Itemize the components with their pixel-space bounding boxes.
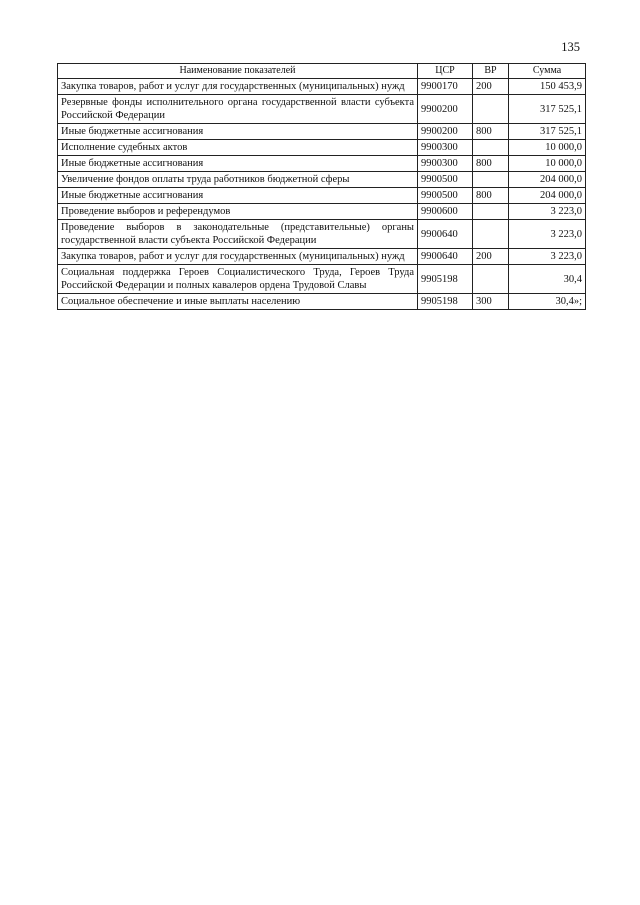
cell-name: Иные бюджетные ассигнования — [58, 188, 418, 204]
cell-sum: 30,4 — [509, 265, 586, 294]
cell-name: Резервные фонды исполнительного органа государственной власти субъекта Российской Федерации — [58, 95, 418, 124]
header-vr: ВР — [473, 64, 509, 79]
cell-csr: 9900600 — [418, 204, 473, 220]
cell-name: Социальное обеспечение и иные выплаты населению — [58, 294, 418, 310]
cell-csr: 9905198 — [418, 265, 473, 294]
cell-name: Социальная поддержка Героев Социалистического Труда, Героев Труда Российской Федерации и полных кавалеров ордена Трудовой Славы — [58, 265, 418, 294]
table-row — [58, 156, 586, 172]
cell-name: Иные бюджетные ассигнования — [58, 124, 418, 140]
page-number: 135 — [561, 40, 580, 54]
table-row — [58, 188, 586, 204]
cell-name: Увеличение фондов оплаты труда работников бюджетной сферы — [58, 172, 418, 188]
cell-vr — [473, 204, 509, 220]
cell-name: Проведение выборов и референдумов — [58, 204, 418, 220]
cell-sum: 3 223,0 — [509, 204, 586, 220]
cell-sum: 317 525,1 — [509, 124, 586, 140]
table-row — [58, 249, 586, 265]
cell-csr: 9900200 — [418, 95, 473, 124]
table-row — [58, 95, 586, 124]
cell-csr: 9900640 — [418, 249, 473, 265]
cell-sum: 10 000,0 — [509, 140, 586, 156]
cell-csr: 9900640 — [418, 220, 473, 249]
table-header-row — [58, 64, 586, 79]
cell-vr — [473, 220, 509, 249]
cell-sum: 3 223,0 — [509, 249, 586, 265]
cell-csr: 9900200 — [418, 124, 473, 140]
cell-sum: 10 000,0 — [509, 156, 586, 172]
cell-csr: 9900500 — [418, 188, 473, 204]
table-row — [58, 172, 586, 188]
cell-name: Закупка товаров, работ и услуг для государственных (муниципальных) нужд — [58, 249, 418, 265]
cell-csr: 9900170 — [418, 79, 473, 95]
cell-sum: 204 000,0 — [509, 172, 586, 188]
cell-sum: 204 000,0 — [509, 188, 586, 204]
cell-vr: 300 — [473, 294, 509, 310]
cell-vr: 800 — [473, 156, 509, 172]
cell-vr: 800 — [473, 124, 509, 140]
cell-vr: 200 — [473, 79, 509, 95]
cell-sum: 150 453,9 — [509, 79, 586, 95]
budget-table — [57, 63, 586, 310]
cell-vr — [473, 265, 509, 294]
table-row — [58, 265, 586, 294]
table-row — [58, 204, 586, 220]
table-row — [58, 140, 586, 156]
cell-name: Проведение выборов в законодательные (представительные) органы государственной власти субъекта Российской Федерации — [58, 220, 418, 249]
cell-vr — [473, 95, 509, 124]
cell-name: Иные бюджетные ассигнования — [58, 156, 418, 172]
cell-csr: 9900500 — [418, 172, 473, 188]
cell-csr: 9905198 — [418, 294, 473, 310]
table-row — [58, 294, 586, 310]
header-csr: ЦСР — [418, 64, 473, 79]
cell-name: Закупка товаров, работ и услуг для государственных (муниципальных) нужд — [58, 79, 418, 95]
cell-csr: 9900300 — [418, 156, 473, 172]
cell-vr: 200 — [473, 249, 509, 265]
cell-vr — [473, 140, 509, 156]
table-row — [58, 124, 586, 140]
cell-vr — [473, 172, 509, 188]
cell-sum: 317 525,1 — [509, 95, 586, 124]
table-row — [58, 79, 586, 95]
cell-name: Исполнение судебных актов — [58, 140, 418, 156]
cell-sum: 3 223,0 — [509, 220, 586, 249]
cell-vr: 800 — [473, 188, 509, 204]
cell-csr: 9900300 — [418, 140, 473, 156]
cell-sum: 30,4»; — [509, 294, 586, 310]
table-row — [58, 220, 586, 249]
header-name: Наименование показателей — [58, 64, 418, 79]
header-sum: Сумма — [509, 64, 586, 79]
